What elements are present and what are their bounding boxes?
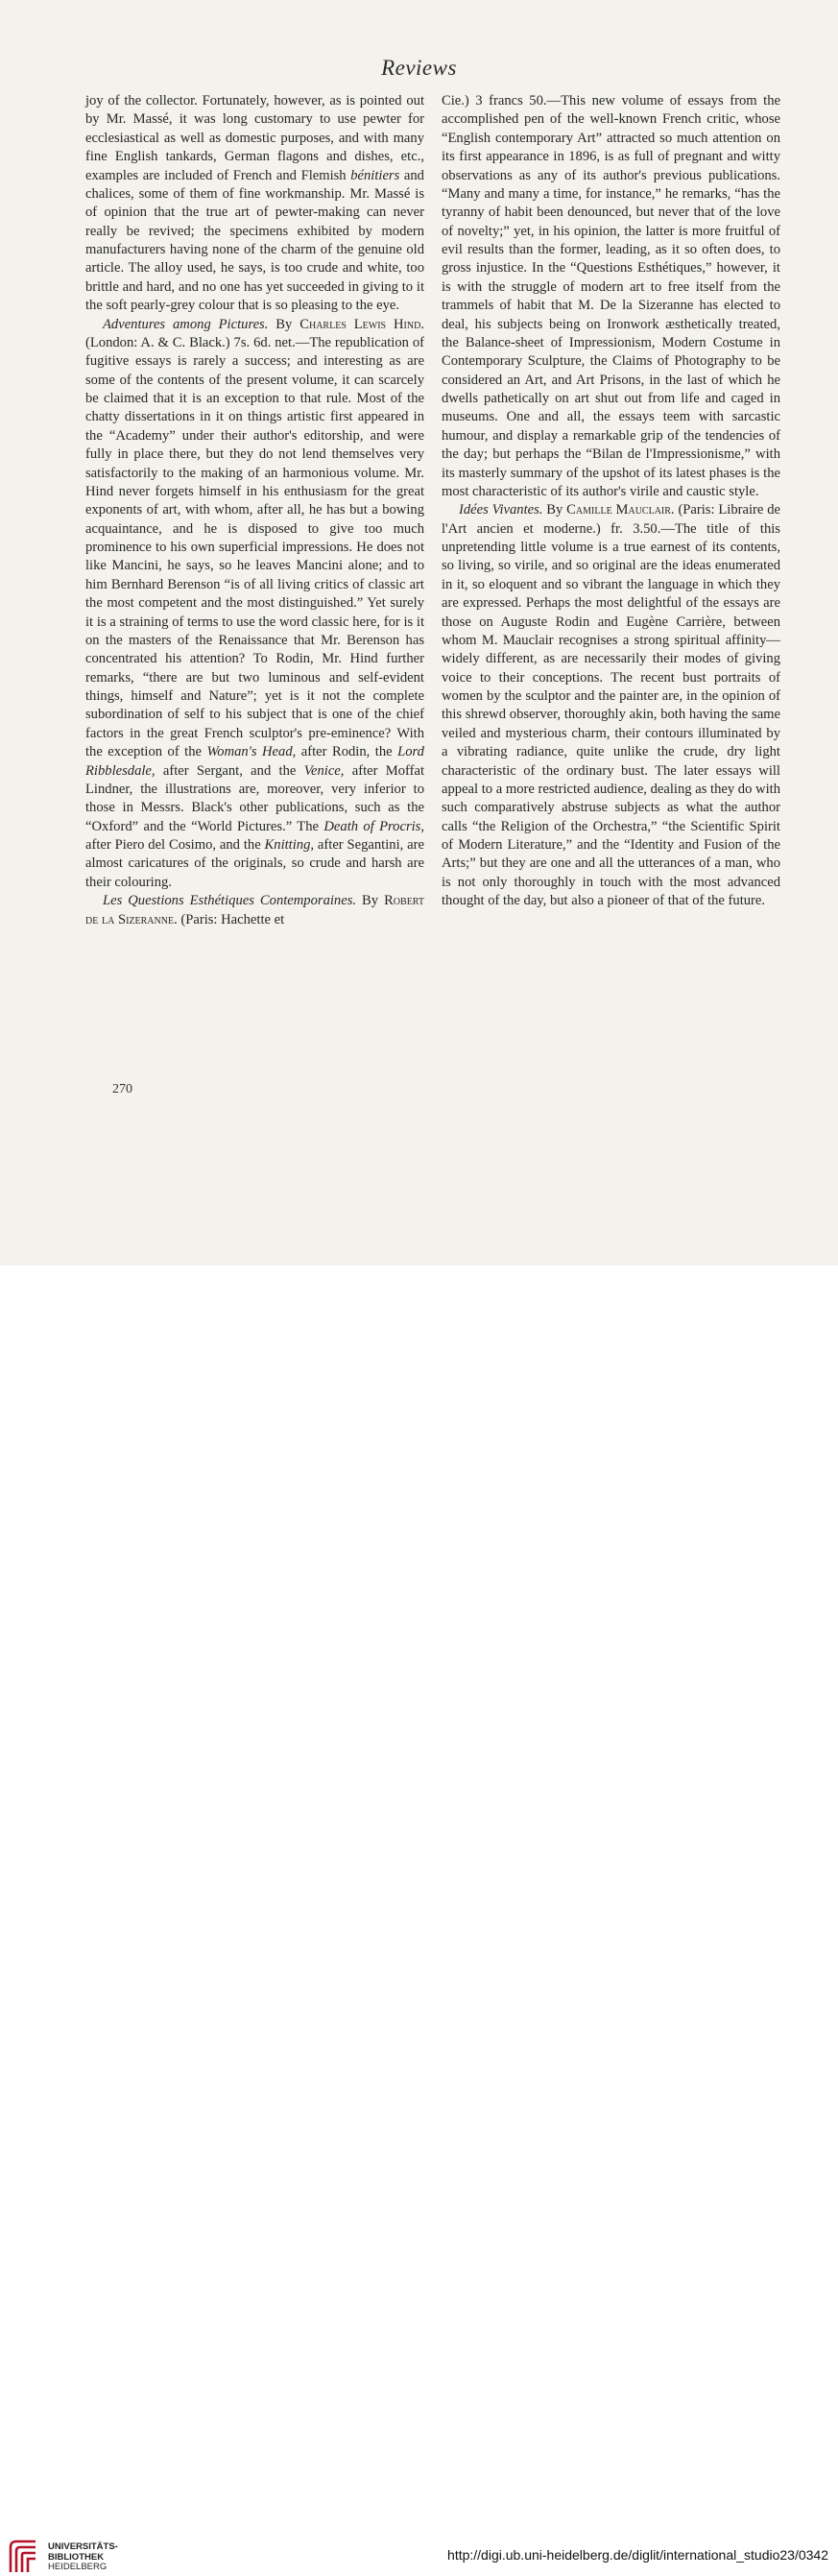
left-paragraph-1 [85, 92, 424, 316]
permalink-url[interactable]: http://digi.ub.uni-heidelberg.de/diglit/international_studio23/0342 [447, 2547, 828, 2563]
right-paragraph-1: Cie.) 3 francs 50.—This new volume of essays from the accomplished pen of the well-known French critic, whose “English contemporary Art” attracted so much attention on its first appearance in 1896, is as full of pregnant and witty observations as any of its author's previous publications. “Many and many a time, for instance,” he remarks, “has the tyranny of habit been denounced, but never that of the love of novelty;” yet, in his opinion, the latter is more fruitful of evil results than the former, leading, as it so often does, to gross injustice. In the “Questions Esthétiques,” however, it is with the struggle of modern art to free itself from the trammels of habit that M. De la Sizeranne has elected to deal, his subjects being on Ironwork æsthetically treated, the Balance-sheet of Impressionism, Modern Costume in Contemporary Sculpture, the Claims of Photography to be considered an Art, and Art Prisons, in the last of which he dwells pathetically on art shut out from life and caged in museums. One and all, the essays teem with sarcastic humour, and display a remarkable grip of the tendencies of the day; but perhaps the “Bilan de l'Impressionisme,” with its masterly summary of the upshot of its latest phases is the most characteristic of its author's virile and caustic style. [442, 93, 780, 499]
text-run: By [275, 316, 293, 332]
review-idees-vivantes [442, 501, 780, 910]
text-run: By [546, 502, 563, 518]
text-run: after Moffat Lindner, the illustrations are, moreover, very inferior to those in Messrs. Black's other publications, such as the “Oxford” and the “World Pictures.” The [85, 762, 425, 834]
artwork-title: Knitting, [264, 837, 315, 853]
review-adventures-among-pictures [85, 316, 424, 893]
book-author: Robert de la Sizeranne. [85, 893, 424, 927]
library-line: UNIVERSITÄTS- [48, 2541, 118, 2552]
right-column [442, 92, 780, 911]
text-run: By [362, 893, 379, 909]
text-run: (Paris: Hachette et [180, 911, 285, 927]
left-column [85, 92, 424, 929]
artwork-title: Death of Procris, [323, 818, 425, 834]
library-line: HEIDELBERG [48, 2562, 108, 2572]
artwork-title: Lord Ribblesdale, [85, 744, 424, 779]
text-run: joy of the collector. Fortunately, however, as is pointed out by Mr. Massé, it was long customary to use pewter for ecclesiastical as well as domestic purposes, and with many fine English tankards, German flagons and dishes, etc., examples are included of French and Flemish [85, 93, 424, 183]
library-logo-icon [7, 2538, 41, 2576]
running-head: Reviews [381, 56, 457, 80]
artwork-title: Venice, [303, 762, 345, 779]
footer-bar [0, 1265, 838, 2572]
book-title: Adventures among Pictures. [103, 316, 269, 332]
book-author: Charles Lewis Hind. [299, 316, 424, 332]
scanned-page [0, 0, 838, 1265]
book-author: Camille Mauclair. [566, 502, 675, 518]
text-run: after Piero del Cosimo, and the [85, 837, 261, 853]
library-name [48, 2542, 118, 2573]
book-title: Les Questions Esthétiques Contemporaines. [103, 893, 357, 909]
artwork-title: Woman's Head, [206, 744, 297, 760]
text-run: after Rodin, the [300, 744, 393, 760]
review-questions-esthetiques [85, 892, 424, 929]
library-line: BIBLIOTHEK [48, 2551, 105, 2563]
text-run: (Paris: Libraire de l'Art ancien et moderne.) fr. 3.50.—The title of this unpretending little volume is a true earnest of its contents, so living, so virile, and so original are the ideas enumerated in it, so eloquent and so vibrant the language in which they are expressed. Perhaps the most delightful of the essays are those on Auguste Rodin and Eugène Carrière, between whom M. Mauclair recognises a strong spiritual affinity—widely different, as are necessarily their modes of giving voice to their conceptions. The recent bust portraits of women by the sculptor and the painter are, in the opinion of this shrewd observer, thoroughly akin, both having the same veiled and mysterious charm, their contours illuminated by a vibrating radiance, quite unlike the crude, dry light characteristic of the ordinary bust. The later essays will appeal to a more restricted audience, dealing as they do with such comparatively abstruse subjects as what the author calls “the Religion of the Orchestra,” “the Scientific Spirit of Modern Literature,” and the “Identity and Fusion of the Arts;” but they are one and all the utterances of a man, who is not only thoroughly in touch with the most advanced thought of the day, but also a pioneer of that of the future. [442, 502, 780, 909]
book-title: Idées Vivantes. [459, 502, 543, 518]
page-number: 270 [112, 1082, 132, 1096]
text-run: after Sergant, and the [162, 762, 297, 779]
italic-term: bénitiers [350, 167, 400, 183]
text-run: after Segantini, are almost caricatures of the originals, so crude and harsh are their colouring. [85, 837, 424, 890]
text-run: and chalices, some of them of fine workmanship. Mr. Massé is of opinion that the true art of pewter-making can never really be revived; the specimens exhibited by modern manufacturers having none of the charm of the genuine old article. The alloy used, he says, is too crude and white, too brittle and hard, and no one has yet succeeded in giving to it the soft pearly-grey colour that is so pleasing to the eye. [85, 167, 424, 314]
text-run: (London: A. & C. Black.) 7s. 6d. net.—The republication of fugitive essays is rarely a success; and interesting as are some of the contents of the present volume, it can scarcely be claimed that it is an exception to that rule. Most of the chatty dissertations in it on things artistic first appeared in the “Academy” under their author's editorship, and were fully in place there, but they do not lend themselves very satisfactorily to the making of an harmonious volume. Mr. Hind never forgets himself in his enthusiasm for the great exponents of art, with whom, after all, he has but a bowing acquaintance, and he is disposed to give too much prominence to his own superficial impressions. He does not like Mancini, he says, so he leaves Mancini alone; and to him Bernhard Berenson “is of all living critics of classic art the most competent and the most distinguished.” Yet surely it is a straining of terms to use the word classic here, for is it on the masters of the Renaissance that Mr. Berenson has concentrated his attention? To Rodin, Mr. Hind further remarks, “there are but two luminous and self-evident things, himself and Nature”; yet is it not the complete subordination of self to his subject that is one of the chief factors in the great French sculptor's pre-eminence? With the exception of the [85, 334, 424, 760]
